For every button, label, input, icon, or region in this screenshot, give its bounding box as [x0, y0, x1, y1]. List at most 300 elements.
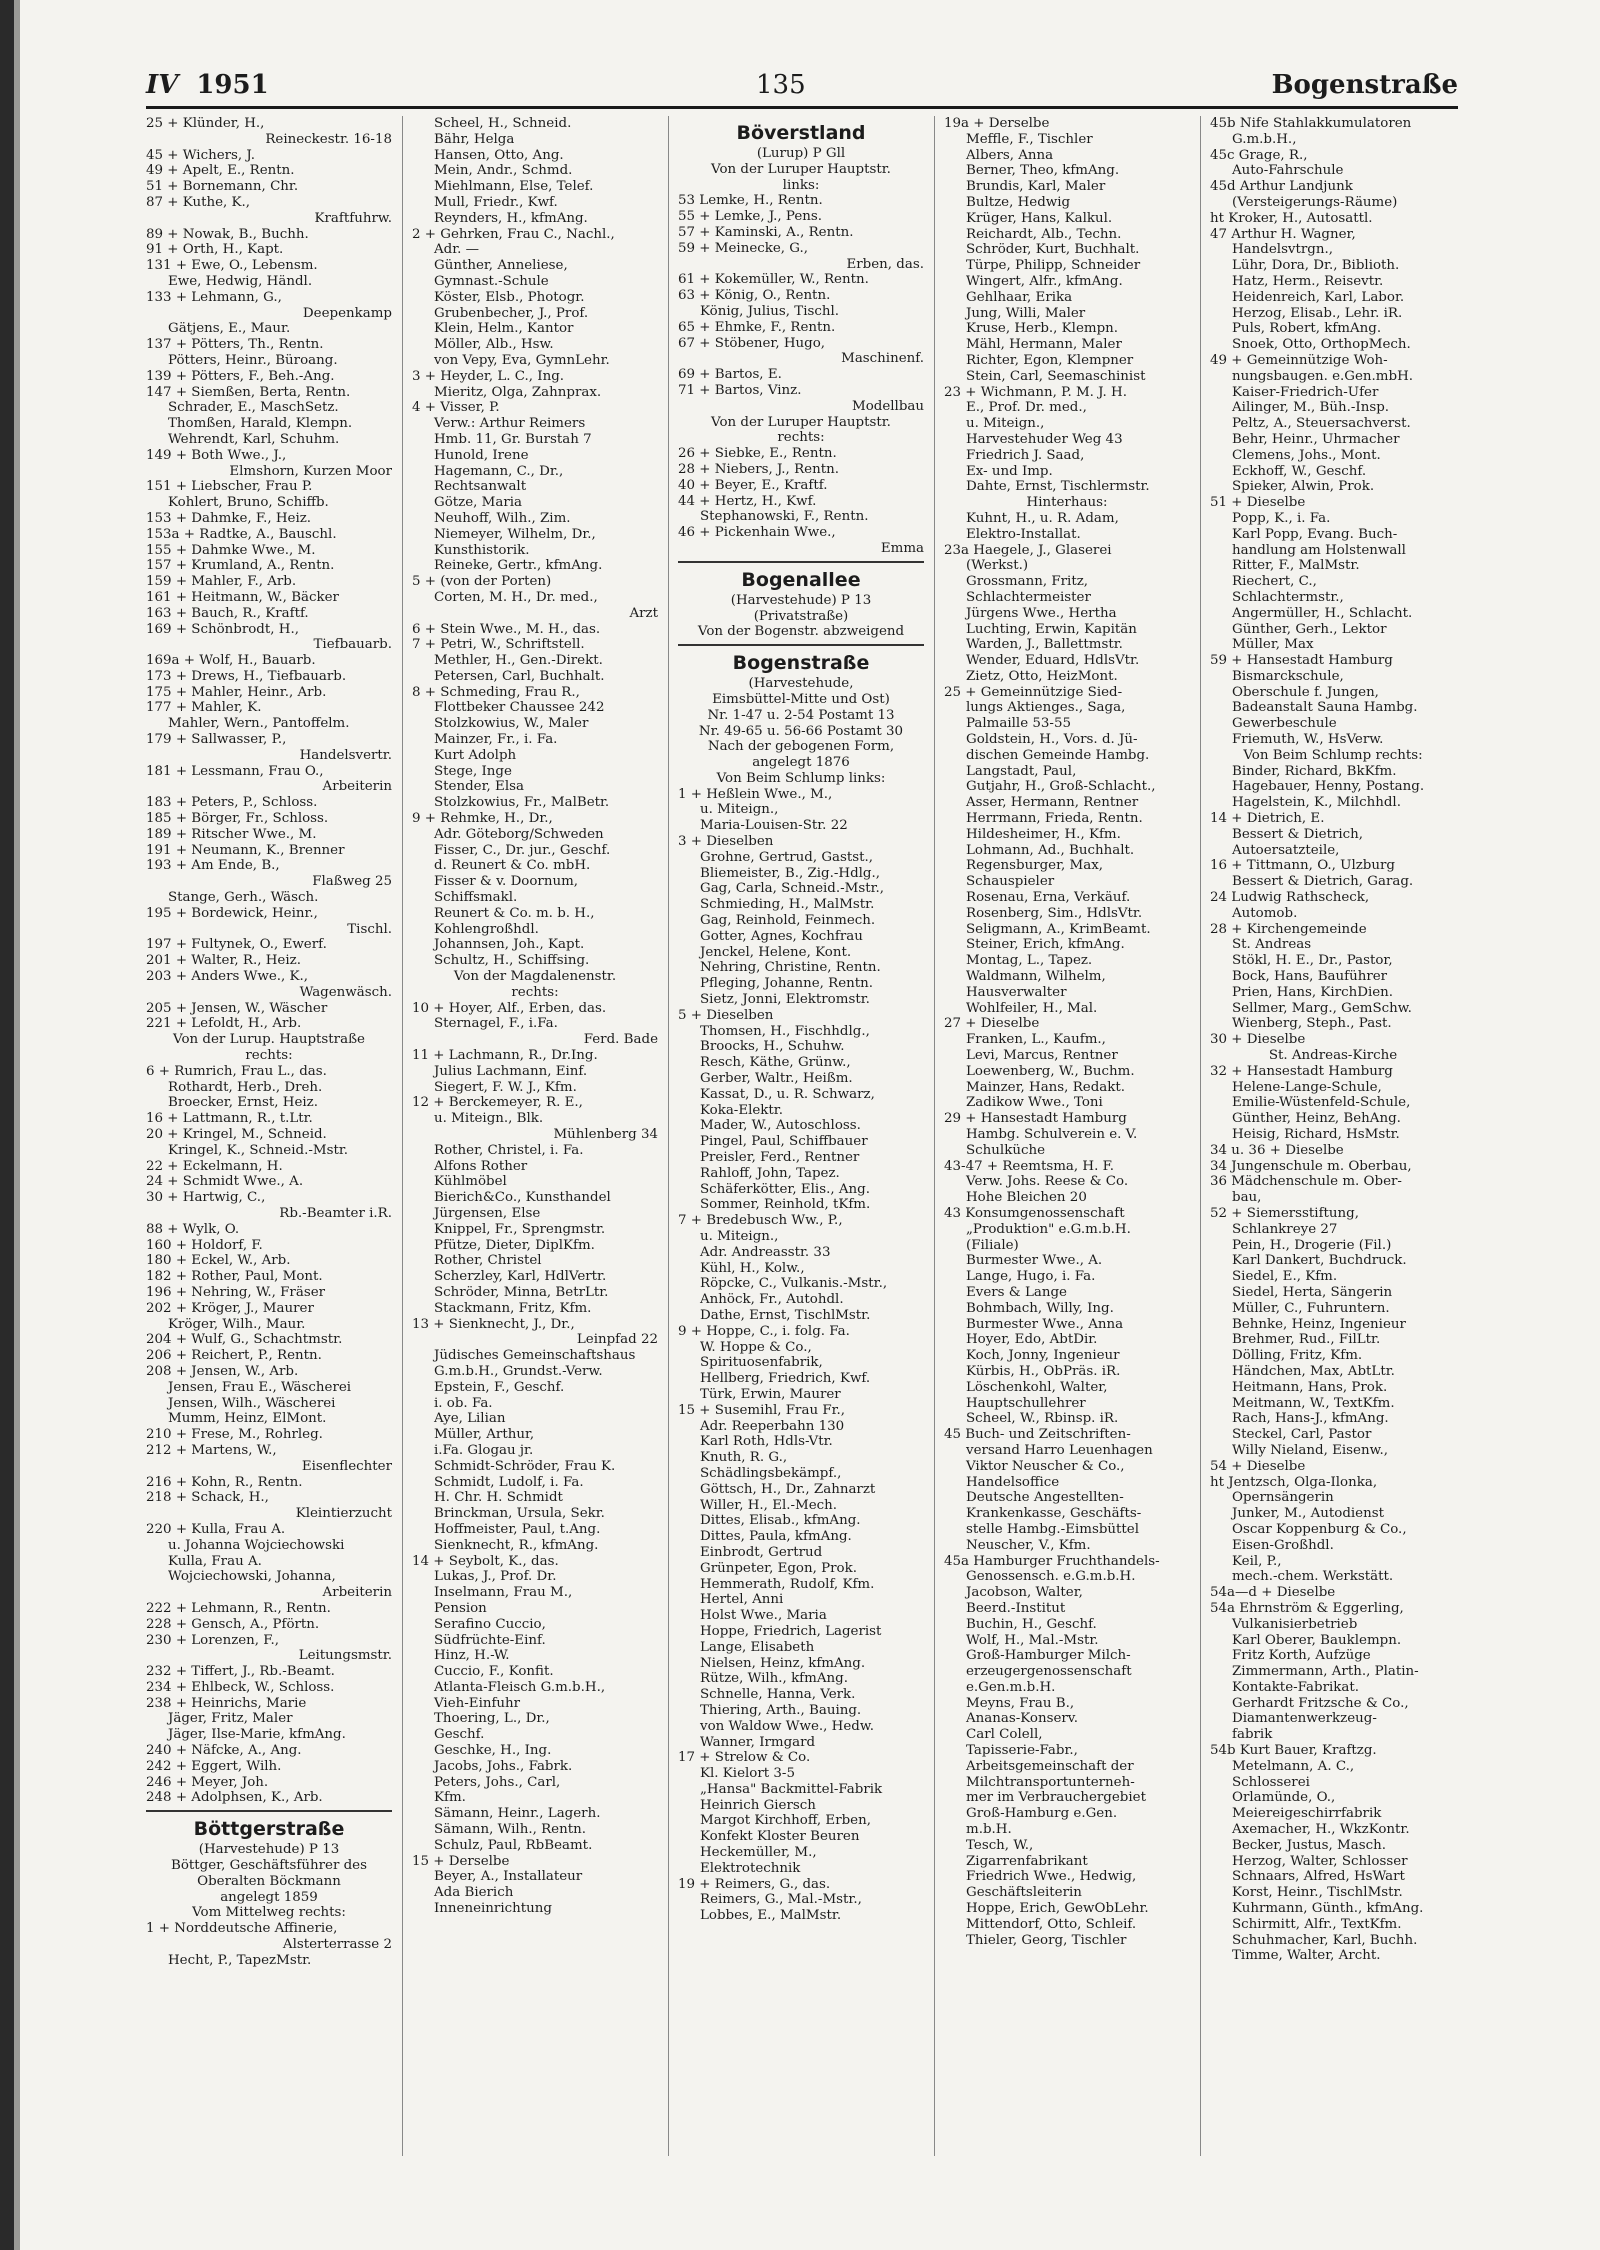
street-note: angelegt 1876: [752, 755, 850, 771]
resident-entry: Bismarckschule,: [1232, 668, 1344, 684]
column-3: [678, 116, 924, 2156]
resident-entry: Petersen, Carl, Buchhalt.: [434, 668, 605, 684]
resident-entry: Knuth, R. G.,: [700, 1450, 788, 1466]
resident-entry: Dahte, Ernst, Tischlermstr.: [966, 479, 1150, 495]
house-entry: 51 + Dieselbe: [1210, 495, 1306, 511]
resident-entry: Warden, J., Ballettmstr.: [966, 637, 1123, 653]
resident-entry: Albers, Anna: [966, 147, 1054, 163]
house-entry: 32 + Hansestadt Hamburg: [1210, 1063, 1393, 1079]
resident-entry: Meiereigeschirrfabrik: [1232, 1806, 1382, 1822]
resident-entry: Waldmann, Wilhelm,: [966, 969, 1106, 985]
house-entry: 54 + Dieselbe: [1210, 1458, 1306, 1474]
entry-continuation: Emma: [880, 540, 924, 556]
resident-entry: Schirmitt, Alfr., TextKfm.: [1232, 1916, 1402, 1932]
house-entry: 45d Arthur Landjunk: [1210, 179, 1353, 195]
resident-entry: Karl Roth, Hdls-Vtr.: [700, 1434, 833, 1450]
resident-entry: Günther, Anneliese,: [434, 258, 568, 274]
house-entry: 210 + Frese, M., Rohrleg.: [146, 1427, 323, 1443]
house-entry: 149 + Both Wwe., J.,: [146, 447, 287, 463]
resident-entry: Elektro-Installat.: [966, 526, 1081, 542]
resident-entry: Rosenberg, Sim., HdlsVtr.: [966, 905, 1143, 921]
house-entry: 248 + Adolphsen, K., Arb.: [146, 1790, 323, 1806]
section-rule: [678, 644, 924, 646]
house-entry: 45 + Wichers, J.: [146, 147, 256, 163]
resident-entry: Kunsthistorik.: [434, 542, 530, 558]
resident-entry: mech.-chem. Werkstätt.: [1232, 1569, 1394, 1585]
resident-entry: Jüdisches Gemeinschaftshaus: [434, 1348, 636, 1364]
resident-entry: erzeugergenossenschaft: [966, 1664, 1132, 1680]
resident-entry: Zimmermann, Arth., Platin-: [1232, 1664, 1419, 1680]
house-entry: 133 + Lehmann, G.,: [146, 289, 282, 305]
house-entry: 10 + Hoyer, Alf., Erben, das.: [412, 1000, 607, 1016]
resident-entry: Bessert & Dietrich, Garag.: [1232, 874, 1414, 890]
resident-entry: Lobbes, E., MalMstr.: [700, 1908, 842, 1924]
resident-entry: Stege, Inge: [434, 763, 512, 779]
house-entry: 7 + Bredebusch Ww., P.,: [678, 1213, 843, 1229]
house-entry: 3 + Heyder, L. C., Ing.: [412, 368, 565, 384]
resident-entry: Dittes, Elisab., kfmAng.: [700, 1513, 861, 1529]
resident-entry: Schlankreye 27: [1232, 1221, 1338, 1237]
house-entry: 183 + Peters, P., Schloss.: [146, 795, 318, 811]
resident-entry: Dölling, Fritz, Kfm.: [1232, 1348, 1363, 1364]
resident-entry: Binder, Richard, BkKfm.: [1232, 763, 1397, 779]
street-note: Nr. 1-47 u. 2-54 Postamt 13: [707, 707, 895, 723]
resident-entry: Siegert, F. W. J., Kfm.: [434, 1079, 577, 1095]
resident-entry: Evers & Lange: [966, 1284, 1067, 1300]
house-entry: 52 + Siemersstiftung,: [1210, 1205, 1359, 1221]
house-entry: 221 + Lefoldt, H., Arb.: [146, 1016, 302, 1032]
house-entry: 67 + Stöbener, Hugo,: [678, 335, 826, 351]
resident-entry: Badeanstalt Sauna Hambg.: [1232, 700, 1418, 716]
resident-entry: Karl Oberer, Bauklempn.: [1232, 1632, 1402, 1648]
resident-entry: Alfons Rother: [434, 1158, 528, 1174]
resident-entry: Elektrotechnik: [700, 1860, 801, 1876]
house-entry: 179 + Sallwasser, P.,: [146, 732, 287, 748]
house-entry: 16 + Tittmann, O., Ulzburg: [1210, 858, 1395, 874]
house-entry: 28 + Niebers, J., Rentn.: [678, 461, 839, 477]
resident-entry: Stange, Gerh., Wäsch.: [168, 890, 319, 906]
resident-entry: Sommer, Reinhold, tKfm.: [700, 1197, 871, 1213]
house-entry: 19a + Derselbe: [944, 116, 1050, 131]
house-entry: 49 + Apelt, E., Rentn.: [146, 163, 295, 179]
resident-entry: Hildesheimer, H., Kfm.: [966, 826, 1121, 842]
house-entry: 44 + Hertz, H., Kwf.: [678, 493, 817, 509]
house-entry: 173 + Drews, H., Tiefbauarb.: [146, 668, 347, 684]
house-entry: 65 + Ehmke, F., Rentn.: [678, 319, 836, 335]
street-heading: Böverstland: [736, 122, 866, 144]
resident-entry: Krankenkasse, Geschäfts-: [966, 1506, 1142, 1522]
house-entry: 28 + Kirchengemeinde: [1210, 921, 1367, 937]
resident-entry: Stolzkowius, Fr., MalBetr.: [434, 795, 610, 811]
house-entry: 9 + Rehmke, H., Dr.,: [412, 811, 553, 827]
resident-entry: Siedel, Herta, Sängerin: [1232, 1284, 1393, 1300]
entry-continuation: Eisenflechter: [301, 1458, 392, 1474]
resident-entry: Kuhnt, H., u. R. Adam,: [966, 510, 1119, 526]
resident-entry: Heitmann, Hans, Prok.: [1232, 1379, 1388, 1395]
street-note: Vom Mittelweg rechts:: [192, 1905, 346, 1921]
resident-entry: Bliemeister, B., Zig.-Hdlg.,: [700, 865, 881, 881]
resident-entry: Bock, Hans, Bauführer: [1232, 969, 1388, 985]
resident-entry: Helene-Lange-Schule,: [1232, 1079, 1382, 1095]
resident-entry: Jäger, Fritz, Maler: [168, 1711, 293, 1727]
resident-entry: Snoek, Otto, OrthopMech.: [1232, 337, 1411, 353]
resident-entry: Jürgens Wwe., Hertha: [966, 605, 1117, 621]
resident-entry: Rach, Hans-J., kfmAng.: [1232, 1411, 1389, 1427]
resident-entry: Auto-Fahrschule: [1232, 163, 1344, 179]
resident-entry: Rahloff, John, Tapez.: [700, 1165, 840, 1181]
house-entry: 43-47 + Reemtsma, H. F.: [944, 1158, 1115, 1174]
house-entry: 161 + Heitmann, W., Bäcker: [146, 589, 339, 605]
house-entry: 54b Kurt Bauer, Kraftzg.: [1210, 1743, 1377, 1759]
street-note: Von Beim Schlump links:: [716, 770, 886, 786]
house-entry: 137 + Pötters, Th., Rentn.: [146, 337, 324, 353]
resident-entry: Brehmer, Rud., FilLtr.: [1232, 1332, 1381, 1348]
resident-entry: Göttsch, H., Dr., Zahnarzt: [700, 1481, 876, 1497]
house-entry: 29 + Hansestadt Hamburg: [944, 1111, 1127, 1127]
resident-entry: Bohmbach, Willy, Ing.: [966, 1300, 1114, 1316]
resident-entry: Kurt Adolph: [434, 747, 517, 763]
resident-entry: Schröder, Kurt, Buchhalt.: [966, 242, 1140, 258]
house-entry: 54a Ehrnström & Eggerling,: [1210, 1600, 1404, 1616]
resident-entry: Levi, Marcus, Rentner: [966, 1048, 1118, 1064]
resident-entry: Handelsoffice: [966, 1474, 1060, 1490]
resident-entry: Sternagel, F., i.Fa.: [434, 1016, 558, 1032]
resident-entry: Hagelstein, K., Milchhdl.: [1232, 795, 1401, 811]
resident-entry: Wanner, Irmgard: [700, 1734, 816, 1750]
resident-entry: Jacobs, Johs., Fabrk.: [434, 1758, 573, 1774]
house-entry: 15 + Derselbe: [412, 1853, 510, 1869]
house-entry: 71 + Bartos, Vinz.: [678, 382, 802, 398]
resident-entry: Fisser, C., Dr. jur., Geschf.: [434, 842, 611, 858]
resident-entry: lungs Aktienges., Saga,: [966, 700, 1126, 716]
house-entry: 153 + Dahmke, F., Heiz.: [146, 510, 312, 526]
house-entry: 191 + Neumann, K., Brenner: [146, 842, 345, 858]
entry-continuation: Kleintierzucht: [295, 1506, 392, 1522]
resident-entry: Timme, Walter, Archt.: [1232, 1948, 1381, 1964]
resident-entry: Hecht, P., TapezMstr.: [168, 1952, 312, 1968]
street-note: Böttger, Geschäftsführer des: [171, 1858, 367, 1874]
entry-continuation: Leinpfad 22: [576, 1332, 658, 1348]
resident-entry: Mähl, Hermann, Maler: [966, 337, 1122, 353]
resident-entry: Harvestehuder Weg 43: [966, 431, 1123, 447]
resident-entry: Gag, Carla, Schneid.-Mstr.,: [700, 881, 885, 897]
resident-entry: e.Gen.m.b.H.: [966, 1679, 1056, 1695]
resident-entry: Stolzkowius, W., Maler: [434, 716, 589, 732]
house-entry: 182 + Rother, Paul, Mont.: [146, 1269, 323, 1285]
resident-entry: Stender, Elsa: [434, 779, 524, 795]
house-entry: 25 + Klünder, H.,: [146, 116, 265, 131]
resident-entry: Löschenkohl, Walter,: [966, 1379, 1108, 1395]
resident-entry: Wojciechowski, Johanna,: [168, 1569, 336, 1585]
resident-entry: Grünpeter, Egon, Prok.: [700, 1560, 857, 1576]
resident-entry: Lukas, J., Prof. Dr.: [434, 1569, 557, 1585]
resident-entry: W. Hoppe & Co.,: [700, 1339, 812, 1355]
resident-entry: Viktor Neuscher & Co.,: [966, 1458, 1125, 1474]
resident-entry: Hatz, Herm., Reisevtr.: [1232, 273, 1384, 289]
house-entry: 175 + Mahler, Heinr., Arb.: [146, 684, 327, 700]
resident-entry: Schultz, H., Schiffsing.: [434, 953, 590, 969]
resident-entry: Clemens, Johs., Mont.: [1232, 447, 1381, 463]
resident-entry: Verw. Johs. Reese & Co.: [966, 1174, 1129, 1190]
resident-entry: Thomßen, Harald, Klempn.: [168, 416, 353, 432]
house-entry: 22 + Eckelmann, H.: [146, 1158, 283, 1174]
house-entry: 206 + Reichert, P., Rentn.: [146, 1348, 322, 1364]
house-entry: 203 + Anders Wwe., K.,: [146, 969, 309, 985]
house-entry: 228 + Gensch, A., Pförtn.: [146, 1616, 320, 1632]
resident-entry: Kohlert, Bruno, Schiffb.: [168, 495, 329, 511]
house-entry: 4 + Visser, P.: [412, 400, 500, 416]
resident-entry: Kfm.: [434, 1790, 466, 1806]
street-note: Von der Magdalenenstr.: [453, 969, 617, 985]
resident-entry: Gerber, Waltr., Heißm.: [700, 1071, 853, 1087]
resident-entry: Autoersatzteile,: [1232, 842, 1340, 858]
resident-entry: Broocks, H., Schuhw.: [700, 1039, 845, 1055]
resident-entry: Thomsen, H., Fischhdlg.,: [700, 1023, 870, 1039]
street-title: Bogenstraße: [1271, 70, 1458, 100]
house-entry: 15 + Susemihl, Frau Fr.,: [678, 1402, 846, 1418]
resident-entry: Spirituosenfabrik,: [700, 1355, 823, 1371]
street-note: (Harvestehude) P 13: [198, 1842, 340, 1858]
resident-entry: Atlanta-Fleisch G.m.b.H.,: [434, 1679, 606, 1695]
house-entry: 201 + Walter, R., Heiz.: [146, 953, 301, 969]
resident-entry: Diamantenwerkzeug-: [1232, 1711, 1377, 1727]
house-entry: 159 + Mahler, F., Arb.: [146, 574, 297, 590]
resident-entry: Goldstein, H., Vors. d. Jü-: [966, 732, 1138, 748]
street-note: St. Andreas-Kirche: [1268, 1048, 1398, 1064]
column-2: [412, 116, 658, 2156]
resident-entry: Asser, Hermann, Rentner: [966, 795, 1139, 811]
resident-entry: Gerhardt Fritzsche & Co.,: [1232, 1695, 1409, 1711]
house-entry: 216 + Kohn, R., Rentn.: [146, 1474, 303, 1490]
resident-entry: Bessert & Dietrich,: [1232, 826, 1364, 842]
house-entry: 23 + Wichmann, P. M. J. H.: [944, 384, 1127, 400]
resident-entry: Sellmer, Marg., GemSchw.: [1232, 1000, 1412, 1016]
year-label: 1951: [196, 70, 269, 100]
house-entry: 212 + Martens, W.,: [146, 1442, 277, 1458]
resident-entry: Stein, Carl, Seemaschinist: [966, 368, 1146, 384]
resident-entry: Reunert & Co. m. b. H.,: [434, 905, 595, 921]
resident-entry: Schädlingsbekämpf.,: [700, 1465, 842, 1481]
resident-entry: Wingert, Alfr., kfmAng.: [966, 273, 1123, 289]
volume-year: [146, 70, 269, 100]
house-entry: 246 + Meyer, Joh.: [146, 1774, 269, 1790]
column-divider: [1200, 116, 1201, 2156]
resident-entry: G.m.b.H., Grundst.-Verw.: [434, 1363, 603, 1379]
street-note: links:: [782, 177, 820, 193]
resident-entry: Hellberg, Friedrich, Kwf.: [700, 1371, 871, 1387]
resident-entry: Hoffmeister, Paul, t.Ang.: [434, 1521, 601, 1537]
resident-entry: Mahler, Wern., Pantoffelm.: [168, 716, 350, 732]
entry-continuation: Alsterterrasse 2: [282, 1937, 392, 1953]
resident-entry: Herzog, Walter, Schlosser: [1232, 1853, 1408, 1869]
resident-entry: Mein, Andr., Schmd.: [434, 163, 573, 179]
resident-entry: Kassat, D., u. R. Schwarz,: [700, 1086, 875, 1102]
resident-entry: Maria-Louisen-Str. 22: [700, 818, 848, 834]
resident-entry: Nielsen, Heinz, kfmAng.: [700, 1655, 866, 1671]
house-entry: 16 + Lattmann, R., t.Ltr.: [146, 1111, 313, 1127]
house-entry: 24 + Schmidt Wwe., A.: [146, 1174, 304, 1190]
resident-entry: Bierich&Co., Kunsthandel: [434, 1190, 611, 1206]
resident-entry: Burmester Wwe., A.: [966, 1253, 1103, 1269]
house-entry: 20 + Kringel, M., Schneid.: [146, 1127, 327, 1142]
house-entry: 55 + Lemke, J., Pens.: [678, 209, 823, 225]
resident-entry: Jenckel, Helene, Kont.: [700, 944, 852, 960]
resident-entry: Korst, Heinr., TischlMstr.: [1232, 1885, 1403, 1901]
resident-entry: Kühl, H., Kolw.,: [700, 1260, 805, 1276]
section-rule: [678, 561, 924, 563]
resident-entry: Sämann, Wilh., Rentn.: [434, 1822, 586, 1838]
resident-entry: Rosenau, Erna, Verkäuf.: [966, 890, 1131, 906]
house-entry: 26 + Siebke, E., Rentn.: [678, 446, 837, 462]
house-entry: 30 + Hartwig, C.,: [146, 1190, 266, 1206]
resident-entry: Oscar Koppenburg & Co.,: [1232, 1521, 1407, 1537]
resident-entry: Schauspieler: [966, 874, 1055, 890]
house-entry: 12 + Berckemeyer, R. E.,: [412, 1095, 583, 1111]
house-entry: 57 + Kaminski, A., Rentn.: [678, 224, 854, 240]
resident-entry: Popp, K., i. Fa.: [1232, 510, 1331, 526]
house-entry: 45 Buch- und Zeitschriften-: [944, 1427, 1131, 1443]
resident-entry: Heinrich Giersch: [700, 1797, 816, 1813]
resident-entry: Riechert, C.,: [1232, 574, 1317, 590]
resident-entry: Scheel, W., Rbinsp. iR.: [966, 1411, 1119, 1427]
resident-entry: Mittendorf, Otto, Schleif.: [966, 1916, 1137, 1932]
street-note: (Harvestehude,: [748, 676, 854, 692]
resident-entry: Grohne, Gertrud, Gastst.,: [700, 849, 874, 865]
resident-entry: Opernsängerin: [1232, 1490, 1334, 1506]
resident-entry: stelle Hambg.-Eimsbüttel: [966, 1521, 1139, 1537]
resident-entry: Jung, Willi, Maler: [966, 305, 1086, 321]
house-entry: 9 + Hoppe, C., i. folg. Fa.: [678, 1323, 850, 1339]
entry-continuation: Tiefbauarb.: [313, 637, 392, 653]
column-1: [146, 116, 392, 2156]
resident-entry: Lohmann, Ad., Buchhalt.: [966, 842, 1135, 858]
resident-entry: Zadikow Wwe., Toni: [966, 1095, 1103, 1111]
entry-continuation: Arbeiterin: [322, 779, 392, 795]
house-entry: 180 + Eckel, W., Arb.: [146, 1253, 291, 1269]
resident-entry: handlung am Holstenwall: [1232, 542, 1406, 558]
volume-label: IV: [146, 70, 179, 100]
house-entry: 5 + (von der Porten): [412, 574, 552, 590]
resident-entry: Methler, H., Gen.-Direkt.: [434, 653, 603, 669]
resident-entry: i.Fa. Glogau jr.: [434, 1442, 534, 1458]
resident-entry: Steiner, Erich, kfmAng.: [966, 937, 1125, 953]
resident-entry: Pfleging, Johanne, Rentn.: [700, 976, 874, 992]
street-note: Nr. 49-65 u. 56-66 Postamt 30: [698, 723, 904, 739]
street-note: Von Beim Schlump rechts:: [1243, 747, 1423, 763]
resident-entry: Geschäftsleiterin: [966, 1885, 1082, 1901]
entry-continuation: Deepenkamp: [302, 305, 392, 321]
resident-entry: (Versteigerungs-Räume): [1232, 194, 1398, 210]
resident-entry: Gymnast.-Schule: [434, 273, 549, 289]
resident-entry: Sämann, Heinr., Lagerh.: [434, 1806, 601, 1822]
resident-entry: „Produktion" e.G.m.b.H.: [966, 1221, 1131, 1237]
resident-entry: Groß-Hamburger Milch-: [966, 1648, 1131, 1664]
resident-entry: Lange, Elisabeth: [700, 1639, 815, 1655]
resident-entry: Türk, Erwin, Maurer: [700, 1386, 841, 1402]
resident-entry: Franken, L., Kaufm.,: [966, 1032, 1106, 1048]
house-entry: 234 + Ehlbeck, W., Schloss.: [146, 1679, 335, 1695]
resident-entry: Handelsvtrgn.,: [1232, 242, 1333, 258]
resident-entry: Geschf.: [434, 1727, 485, 1743]
resident-entry: Arbeitsgemeinschaft der: [966, 1758, 1134, 1774]
resident-entry: Langstadt, Paul,: [966, 763, 1077, 779]
resident-entry: Prien, Hans, KirchDien.: [1232, 984, 1394, 1000]
resident-entry: Reineke, Gertr., kfmAng.: [434, 558, 603, 574]
entry-continuation: Tischl.: [347, 921, 392, 937]
resident-entry: d. Reunert & Co. mbH.: [434, 858, 591, 874]
street-note: (Lurup) P Gll: [756, 146, 846, 161]
resident-entry: Orlamünde, O.,: [1232, 1790, 1336, 1806]
resident-entry: Neuhoff, Wilh., Zim.: [434, 510, 571, 526]
street-note: Von der Luruper Hauptstr.: [711, 414, 891, 430]
house-entry: 87 + Kuthe, K.,: [146, 194, 251, 210]
resident-entry: Margot Kirchhoff, Erben,: [700, 1813, 871, 1829]
resident-entry: von Waldow Wwe., Hedw.: [700, 1718, 874, 1734]
resident-entry: Behr, Heinr., Uhrmacher: [1232, 431, 1400, 447]
resident-entry: von Vepy, Eva, GymnLehr.: [434, 352, 610, 368]
street-heading: Bogenallee: [741, 568, 861, 591]
resident-entry: u. Miteign.,: [966, 416, 1045, 432]
resident-entry: Jäger, Ilse-Marie, kfmAng.: [168, 1727, 346, 1743]
resident-entry: Lange, Hugo, i. Fa.: [966, 1269, 1096, 1285]
house-entry: 5 + Dieselben: [678, 1007, 774, 1023]
resident-entry: Fritz Korth, Aufzüge: [1232, 1648, 1371, 1664]
resident-entry: Wienberg, Steph., Past.: [1232, 1016, 1392, 1032]
resident-entry: Kaiser-Friedrich-Ufer: [1232, 384, 1379, 400]
column-5: [1210, 116, 1456, 2156]
house-entry: 204 + Wulf, G., Schachtmstr.: [146, 1332, 343, 1348]
house-entry: 45b Nife Stahlakkumulatoren: [1210, 116, 1412, 131]
resident-entry: Kringel, K., Schneid.-Mstr.: [168, 1142, 349, 1158]
house-entry: 36 Mädchenschule m. Ober-: [1210, 1174, 1402, 1190]
resident-entry: Cuccio, F., Konfit.: [434, 1664, 554, 1680]
resident-entry: Niemeyer, Wilhelm, Dr.,: [434, 526, 596, 542]
resident-entry: Ailinger, M., Büh.-Insp.: [1232, 400, 1390, 416]
resident-entry: Pötters, Heinr., Büroang.: [168, 352, 338, 368]
resident-entry: Reichardt, Alb., Techn.: [966, 226, 1122, 242]
resident-entry: Tapisserie-Fabr.,: [966, 1743, 1078, 1759]
resident-entry: Ananas-Konserv.: [966, 1711, 1079, 1727]
house-entry: 181 + Lessmann, Frau O.,: [146, 763, 324, 779]
resident-entry: Wohlfeiler, H., Mal.: [966, 1000, 1098, 1016]
street-note: Hinterhaus:: [1026, 495, 1108, 511]
resident-entry: Nehring, Christine, Rentn.: [700, 960, 881, 976]
resident-entry: Mull, Friedr., Kwf.: [434, 194, 558, 210]
resident-entry: (Werkst.): [966, 558, 1029, 574]
scan-edge-gray: [14, 0, 20, 2250]
house-entry: 185 + Börger, Fr., Schloss.: [146, 811, 329, 827]
resident-entry: Schrader, E., MaschSetz.: [168, 400, 339, 416]
resident-entry: Serafino Cuccio,: [434, 1616, 546, 1632]
resident-entry: Friemuth, W., HsVerw.: [1232, 732, 1384, 748]
resident-entry: Gehlhaar, Erika: [966, 289, 1073, 305]
resident-entry: Hohe Bleichen 20: [966, 1190, 1087, 1206]
entry-continuation: Elmshorn, Kurzen Moor: [229, 463, 392, 479]
resident-entry: Meitmann, W., TextKfm.: [1232, 1395, 1395, 1411]
house-entry: 17 + Strelow & Co.: [678, 1750, 811, 1766]
resident-entry: Heisig, Richard, HsMstr.: [1232, 1127, 1400, 1142]
resident-entry: Kuhrmann, Günth., kfmAng.: [1232, 1901, 1424, 1917]
resident-entry: Lühr, Dora, Dr., Biblioth.: [1232, 258, 1400, 274]
resident-entry: Adr. Reeperbahn 130: [700, 1418, 845, 1434]
house-entry: 49 + Gemeinnützige Woh-: [1210, 352, 1388, 368]
street-note: rechts:: [245, 1048, 293, 1064]
resident-entry: Müller, Arthur,: [434, 1427, 535, 1443]
resident-entry: Becker, Justus, Masch.: [1232, 1837, 1386, 1853]
house-entry: 54a—d + Dieselbe: [1210, 1585, 1336, 1601]
house-entry: 131 + Ewe, O., Lebensm.: [146, 258, 318, 274]
resident-entry: Hertel, Anni: [700, 1592, 784, 1608]
